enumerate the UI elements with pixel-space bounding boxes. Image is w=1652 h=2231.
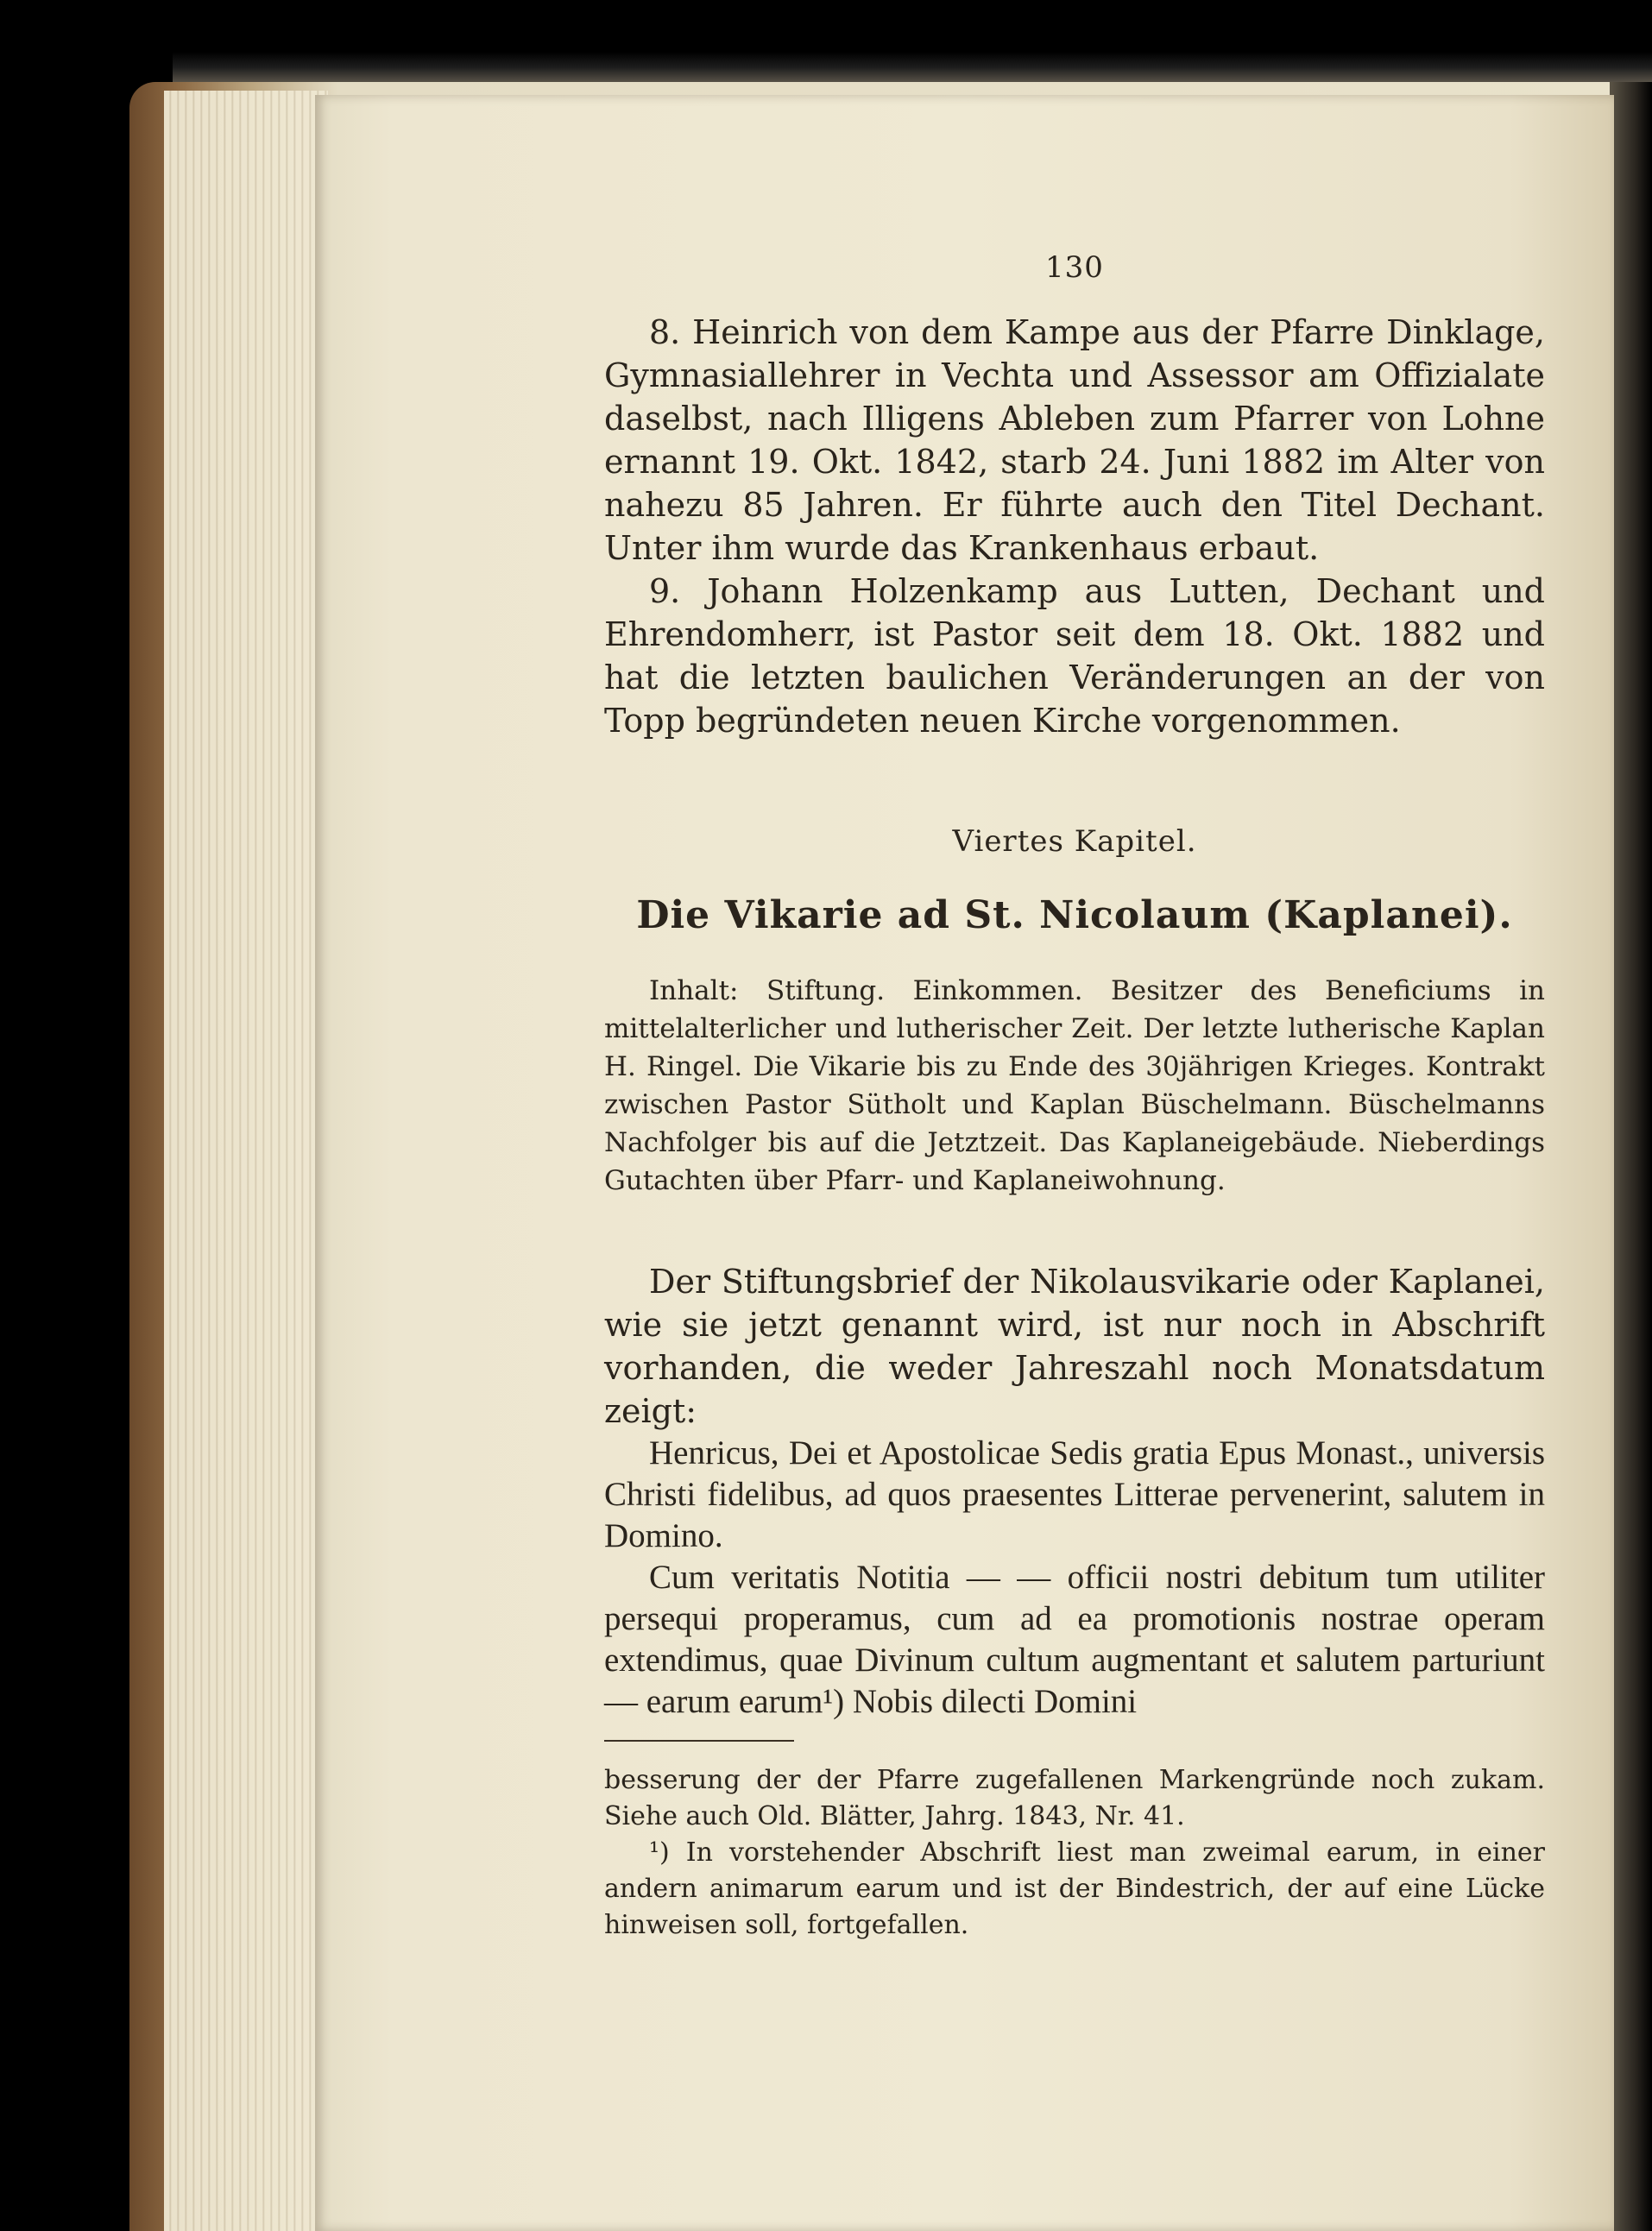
latin-paragraph-1: Henricus, Dei et Apostolicae Sedis gratia Epus Monast., universis Christi fidelibus, ad quos praesentes Litterae pervenerint, salutem in Domino. <box>604 1434 1545 1554</box>
page-stack-edge <box>164 91 328 2231</box>
footnote-1: ¹) In vorstehender Abschrift liest man zweimal earum, in einer andern animarum earum und ist der Bindestrich, der auf eine Lücke hinweisen soll, fortgefallen. <box>604 1837 1545 1940</box>
latin-paragraph-2: Cum veritatis Notitia — — officii nostri debitum tum utiliter persequi properamus, cum ad ea promotionis nostrae operam extendimus, quae Divinum cultum augmentant et salutem parturiunt — earum earum¹) Nobis dilecti Domini <box>604 1559 1545 1720</box>
page-text <box>604 250 1545 1944</box>
footnote-continued: besserung der der Pfarre zugefallenen Markengründe noch zukam. Siehe auch Old. Blätter, Jahrg. 1843, Nr. 41. <box>604 1765 1545 1831</box>
paragraph-pastor-8: 8. Heinrich von dem Kampe aus der Pfarre Dinklage, Gymnasiallehrer in Vechta und Assessor am Offizialate daselbst, nach Illigens Ableben zum Pfarrer von Lohne ernannt 19. Okt. 1842, starb 24. Juni 1882 im Alter von nahezu 85 Jahren. Er führte auch den Titel Dechant. Unter ihm wurde das Krankenhaus erbaut. <box>604 313 1545 567</box>
page-number: 130 <box>1045 250 1104 285</box>
chapter-summary: Inhalt: Stiftung. Einkommen. Besitzer des Beneficiums in mittelalterlicher und lutherischer Zeit. Der letzte lutherische Kaplan H. Ringel. Die Vikarie bis zu Ende des 30jährigen Krieges. Kontrakt zwischen Pastor Sütholt und Kaplan Büschelmann. Büschelmanns Nachfolger bis auf die Jetztzeit. Das Kaplaneigebäude. Nieberdings Gutachten über Pfarr- und Kaplaneiwohnung. <box>604 975 1545 1196</box>
chapter-label: Viertes Kapitel. <box>952 824 1197 859</box>
body-paragraph: Der Stiftungsbrief der Nikolausvikarie oder Kaplanei, wie sie jetzt genannt wird, ist nur noch in Abschrift vorhanden, die weder Jahreszahl noch Monatsdatum zeigt: <box>604 1263 1545 1430</box>
paragraph-pastor-9: 9. Johann Holzenkamp aus Lutten, Dechant und Ehrendomherr, ist Pastor seit dem 18. Okt. 1882 und hat die letzten baulichen Veränderungen an der von Topp begründeten neuen Kirche vorgenommen. <box>604 572 1545 740</box>
chapter-title: Die Vikarie ad St. Nicolaum (Kaplanei). <box>636 893 1513 937</box>
gutter-shadow <box>1610 82 1652 2231</box>
footnote-divider <box>604 1740 794 1742</box>
